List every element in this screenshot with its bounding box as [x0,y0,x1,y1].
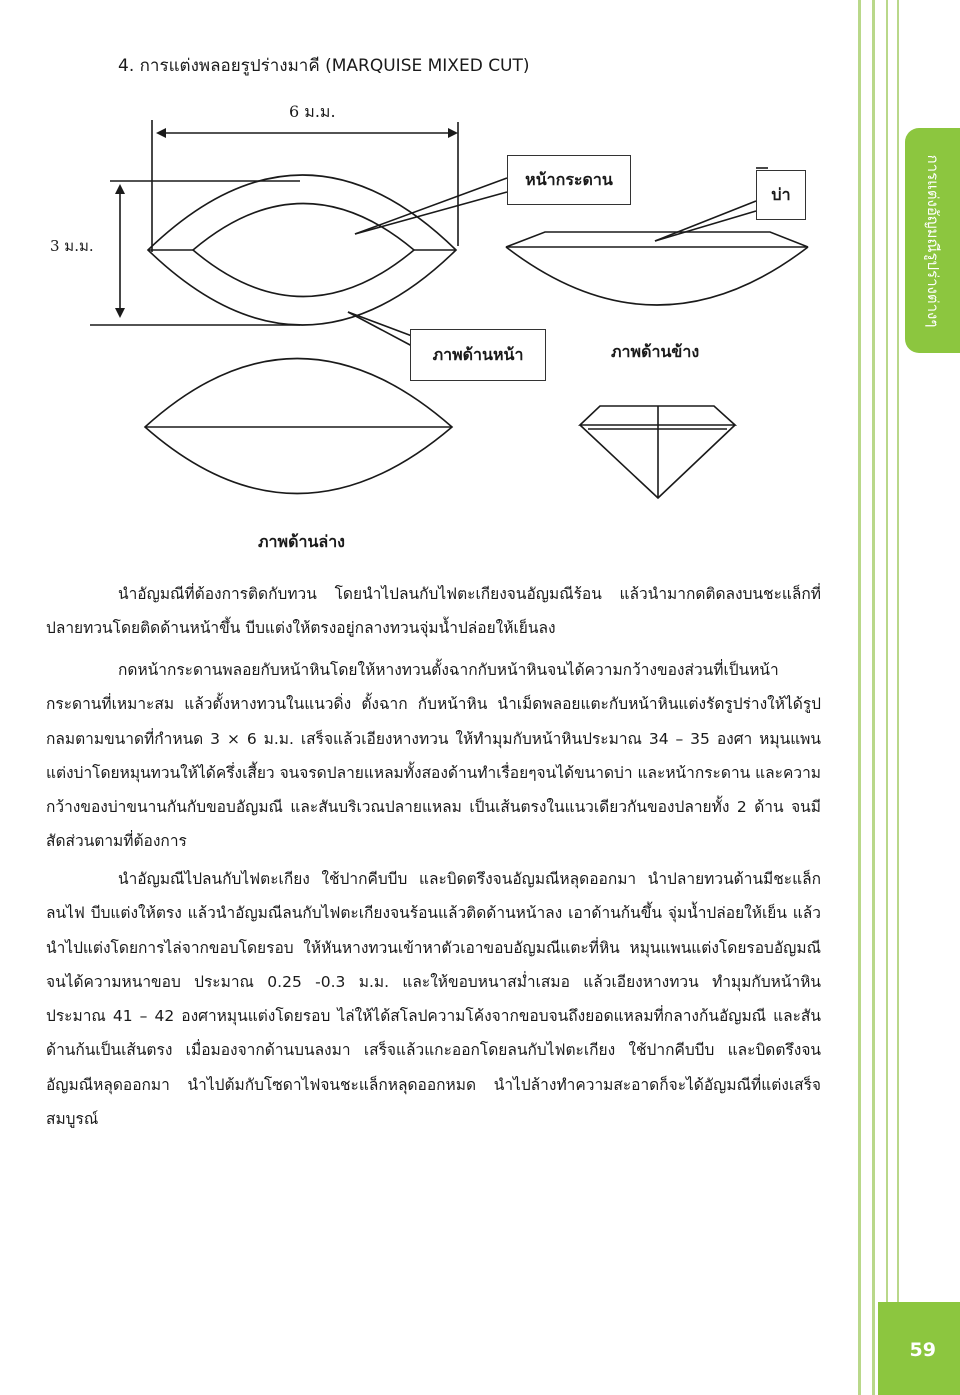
front-view-table [193,204,414,297]
shoulder-leader-line [655,211,756,241]
section-heading: 4. การแต่งพลอยรูปร่างมาคี (MARQUISE MIXED CUT) [118,56,530,76]
shoulder-label: บ่า [756,170,806,220]
table-leader-line [355,178,507,234]
paragraph [46,577,821,647]
shoulder-leader-line [655,201,756,241]
paragraph [46,653,821,855]
bottom-view-label: ภาพด้านล่าง [258,532,345,551]
front-label-leader-line [348,312,412,336]
paragraph-text: กดหน้ากระดานพลอยกับหน้าหินโดยให้หางทวนตั้งฉากกับหน้าหินจนได้ความกว้างของส่วนที่เป็นหน้ากระดานที่เหมาะสม แล้วตั้งหางทวนในแนวดิ่ง ตั้งฉาก กับหน้าหิน นำเม็ดพลอยแตะกับหน้าหินแต่งรัดรูปร่างให้ได้รูปกลมตามขนาดที่กำหนด 3 × 6 ม.ม. เสร็จแล้วเอียงหางทวน ให้ทำมุมกับหน้าหินประมาณ 34 – 35 องศา หมุนแพนแต่งบ่าโดยหมุนทวนให้ได้ครึ่งเสี้ยว จนจรดปลายแหลมทั้งสองด้านทำเรื่อยๆจนได้ขนาดบ่า และหน้ากระดาน และความกว้างของบ่าขนานกันกับขอบอัญมณี และสันบริเวณปลายแหลม เป็นเส้นตรงในแนวเดียวกันของปลายทั้ง 2 ด้าน จนมีสัดส่วนตามที่ต้องการ [46,661,821,851]
marquise-cut-diagram [0,0,960,560]
front-label-leader-line [348,312,412,346]
table-facet-label: หน้ากระดาน [507,155,631,205]
front-view-label: ภาพด้านหน้า [410,329,546,381]
paragraph [46,862,821,1132]
width-dimension-label: 6 ม.ม. [289,102,336,121]
page-number-tab [878,1302,960,1395]
paragraph-text: นำอัญมณีที่ต้องการติดกับทวน โดยนำไปลนกับไฟตะเกียงจนอัญมณีร้อน แล้วนำมากดติดลงบนชะแล็กที่ปลายทวนโดยติดด้านหน้าขึ้น บีบแต่งให้ตรงอยู่กลางทวนจุ่มน้ำปล่อยให้เย็นลง [46,585,821,638]
page-number: 59 [909,1339,936,1361]
side-view-label: ภาพด้านข้าง [611,342,700,361]
side-view-pavilion [506,247,808,305]
bottom-view-outline [145,359,452,494]
height-dimension-label: 3 ม.ม. [50,237,94,255]
chapter-side-tab-label: การแต่งอัญมณีรูปร่างต่างๆ [923,154,942,327]
paragraph-text: นำอัญมณีไปลนกับไฟตะเกียง ใช้ปากคีบบีบ และบิดตรึงจนอัญมณีหลุดออกมา นำปลายทวนด้านมีชะแล็กลนไฟ บีบแต่งให้ตรง แล้วนำอัญมณีลนกับไฟตะเกียงจนร้อนแล้วติดด้านหน้าลง เอาด้านก้นขึ้น จุ่มน้ำปล่อยให้เย็น แล้วนำไปแต่งโดยการไล่จากขอบโดยรอบ ให้หันหางทวนเข้าหาตัวเอาขอบอัญมณีแตะที่หิน หมุนแพนแต่งโดยรอบอัญมณีจนได้ความหนาขอบ ประมาณ 0.25 -0.3 ม.ม. และให้ขอบหนาสม่ำเสมอ แล้วเอียงหางทวน ทำมุมกับหน้าหิน ประมาณ 41 – 42 องศาหมุนแต่งโดยรอบ ไล่ให้ได้สโลปความโค้งจากขอบจนถึงยอดแหลมที่กลางก้นอัญมณี และสันด้านก้นเป็นเส้นตรง เมื่อมองจากด้านบนลงมา เสร็จแล้วแกะออกโดยลนกับไฟตะเกียง ใช้ปากคีบบีบ และบิดตรึงจนอัญมณีหลุดออกมา นำไปต้มกับโซดาไฟจนชะแล็กหลุดออกหมด นำไปล้างทำความสะอาดก็จะได้อัญมณีที่แต่งเสร็จสมบูรณ์ [46,870,821,1129]
